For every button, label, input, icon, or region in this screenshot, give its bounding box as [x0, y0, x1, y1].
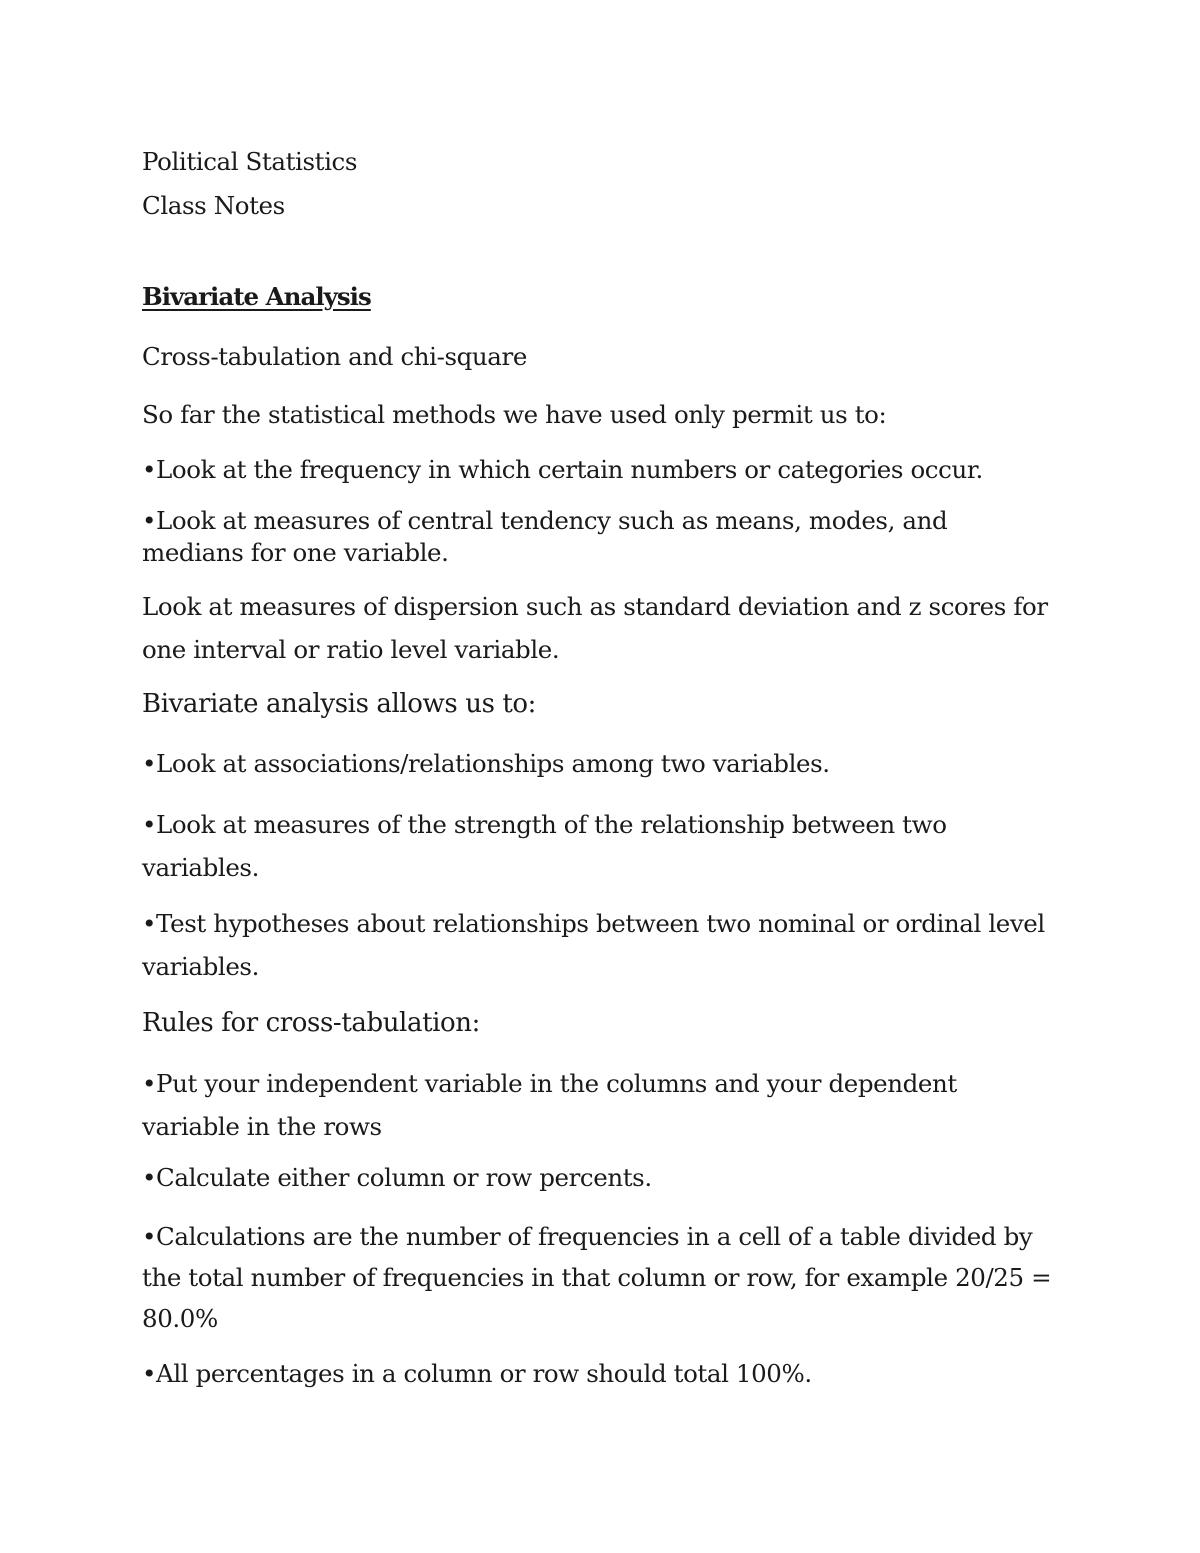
intro-paragraph: So far the statistical methods we have used only permit us to:: [142, 400, 887, 429]
dispersion-paragraph: Look at measures of dispersion such as standard deviation and z scores for one interval or ratio level variable.: [142, 592, 1048, 664]
rule-calculations: •Calculations are the number of frequencies in a cell of a table divided by the total number of frequencies in that column or row, for example 20/25 = 80.0%: [142, 1222, 1052, 1333]
bivariate-bullet-associations: •Look at associations/relationships among two variables.: [142, 749, 830, 778]
bivariate-intro: Bivariate analysis allows us to:: [142, 689, 537, 719]
rule-total: •All percentages in a column or row should total 100%.: [142, 1359, 812, 1388]
bullet-central-tendency: •Look at measures of central tendency such as means, modes, and medians for one variable.: [142, 506, 948, 567]
doc-title-line1: Political Statistics: [142, 147, 358, 176]
section-subtitle: Cross-tabulation and chi-square: [142, 342, 527, 371]
bivariate-bullet-strength: •Look at measures of the strength of the relationship between two variables.: [142, 810, 947, 882]
rules-intro: Rules for cross-tabulation:: [142, 1008, 480, 1038]
rule-columns-rows: •Put your independent variable in the columns and your dependent variable in the rows: [142, 1069, 957, 1141]
bivariate-bullet-hypotheses: •Test hypotheses about relationships between two nominal or ordinal level variables.: [142, 909, 1045, 981]
bullet-frequency: •Look at the frequency in which certain numbers or categories occur.: [142, 455, 983, 484]
section-heading: Bivariate Analysis: [142, 282, 371, 311]
doc-title-line2: Class Notes: [142, 191, 285, 220]
rule-percents: •Calculate either column or row percents.: [142, 1163, 652, 1192]
